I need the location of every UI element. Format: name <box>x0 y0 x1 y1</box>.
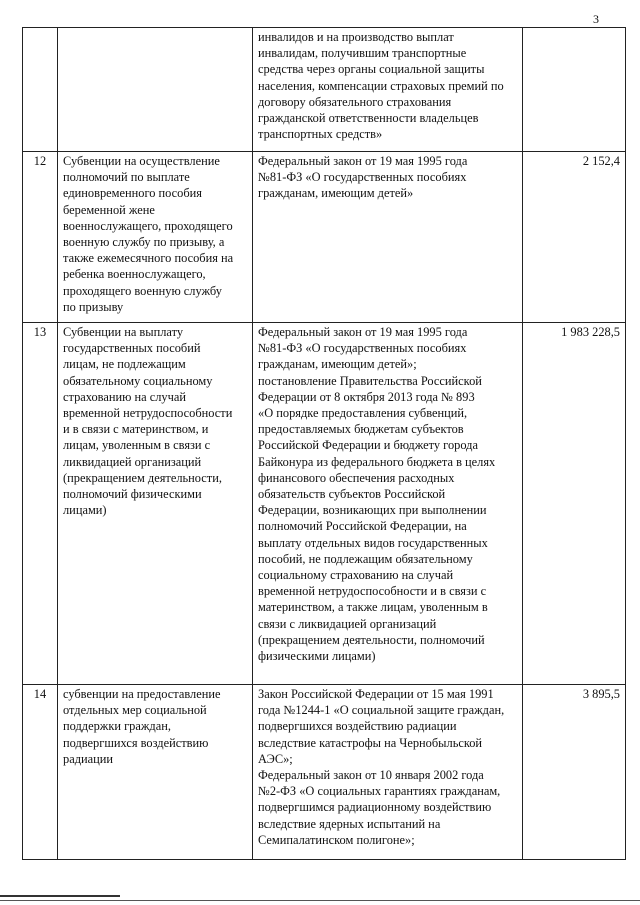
basis-line: Федеральный закон от 19 мая 1995 года <box>258 154 468 168</box>
basis-line: физическими лицами) <box>258 649 376 664</box>
basis-line: пособий, не подлежащим обязательному <box>258 551 473 566</box>
basis-line: постановление Правительства Российской <box>258 373 482 388</box>
desc-line: ребенка военнослужащего, <box>63 267 206 282</box>
table-row <box>23 685 626 860</box>
basis-line: Семипалатинском полигоне»; <box>258 832 415 847</box>
subventions-table <box>22 27 626 860</box>
row-number: 12 <box>23 152 58 323</box>
row-description <box>58 685 253 860</box>
basis-line: АЭС»; <box>258 751 293 766</box>
row-amount <box>523 28 626 152</box>
desc-line: также ежемесячного пособия на <box>63 251 234 266</box>
basis-line: предоставляемых бюджетам субъектов <box>258 422 464 437</box>
basis-line: Федерации от 8 октября 2013 года № 893 <box>258 389 475 404</box>
table-row <box>23 323 626 685</box>
desc-line: проходящего военную службу <box>63 283 222 298</box>
row-legal-basis <box>253 152 523 323</box>
basis-line: года №1244-1 «О социальной защите граждан, <box>258 703 505 718</box>
desc-line: лицам, уволенным в связи с <box>63 438 211 453</box>
basis-line: договору обязательного страхования <box>258 94 452 109</box>
basis-line: Российской Федерации и бюджету города <box>258 438 478 453</box>
row-legal-basis <box>253 28 523 152</box>
row-number: 13 <box>23 323 58 685</box>
basis-line: временной нетрудоспособности и в связи с <box>258 584 487 599</box>
basis-line: связи с ликвидацией организаций <box>258 616 437 631</box>
basis-line: вследствие ядерных испытаний на <box>258 816 441 831</box>
page-bottom-edge <box>0 900 640 901</box>
basis-line: гражданам, имеющим детей» <box>258 186 414 201</box>
basis-line: финансового обеспечения расходных <box>258 470 455 485</box>
desc-line: субвенции на предоставление <box>63 687 221 701</box>
desc-line: лицам, не подлежащим <box>63 357 186 372</box>
row-amount: 3 895,5 <box>523 685 626 860</box>
desc-line: ликвидацией организаций <box>63 454 202 469</box>
basis-line: №81-ФЗ «О государственных пособиях <box>258 170 467 185</box>
row-amount: 1 983 228,5 <box>523 323 626 685</box>
desc-line: государственных пособий <box>63 341 201 356</box>
basis-line: инвалидов и на производство выплат <box>258 30 454 44</box>
basis-line: №2-ФЗ «О социальных гарантиях гражданам, <box>258 784 501 799</box>
desc-line: радиации <box>63 751 114 766</box>
basis-line: материнством, а также лицам, уволенным в <box>258 600 488 615</box>
basis-line: выплату отдельных видов государственных <box>258 535 488 550</box>
basis-line: гражданам, имеющим детей»; <box>258 357 417 372</box>
desc-line: полномочий по выплате <box>63 170 190 185</box>
basis-line: Байконура из федерального бюджета в целях <box>258 454 496 469</box>
basis-line: полномочий Российской Федерации, на <box>258 519 467 534</box>
desc-line: военную службу по призыву, а <box>63 235 225 250</box>
row-description <box>58 28 253 152</box>
basis-line: гражданской ответственности владельцев <box>258 111 479 126</box>
basis-line: подвергшимся радиационному воздействию <box>258 800 492 815</box>
basis-line: Федерации, возникающих при выполнении <box>258 503 487 518</box>
desc-line: беременной жене <box>63 202 155 217</box>
basis-line: населения, компенсации страховых премий по <box>258 78 504 93</box>
desc-line: полномочий физическими <box>63 487 202 502</box>
row-amount: 2 152,4 <box>523 152 626 323</box>
basis-line: обязательств субъектов Российской <box>258 487 446 502</box>
desc-line: по призыву <box>63 299 124 314</box>
desc-line: (прекращением деятельности, <box>63 470 222 485</box>
row-legal-basis <box>253 685 523 860</box>
desc-line: лицами) <box>63 503 107 518</box>
basis-line: №81-ФЗ «О государственных пособиях <box>258 341 467 356</box>
basis-line: (прекращением деятельности, полномочий <box>258 632 485 647</box>
desc-line: страхованию на случай <box>63 389 186 404</box>
desc-line: Субвенции на выплату <box>63 325 184 339</box>
table-row <box>23 152 626 323</box>
basis-line: Федеральный закон от 19 мая 1995 года <box>258 325 468 339</box>
table-row <box>23 28 626 152</box>
basis-line: средства через органы социальной защиты <box>258 62 485 77</box>
row-number: 14 <box>23 685 58 860</box>
desc-line: и в связи с материнством, и <box>63 422 209 437</box>
basis-line: инвалидам, получившим транспортные <box>258 46 467 61</box>
desc-line: поддержки граждан, <box>63 719 171 734</box>
basis-line: подвергшихся воздействию радиации <box>258 719 457 734</box>
basis-line: транспортных средств» <box>258 127 383 142</box>
desc-line: военнослужащего, проходящего <box>63 218 233 233</box>
desc-line: отдельных мер социальной <box>63 703 207 718</box>
desc-line: единовременного пособия <box>63 186 202 201</box>
desc-line: обязательному социальному <box>63 373 213 388</box>
basis-line: Закон Российской Федерации от 15 мая 1991 <box>258 687 494 701</box>
desc-line: Субвенции на осуществление <box>63 154 220 168</box>
page-number: 3 <box>593 12 599 26</box>
row-legal-basis <box>253 323 523 685</box>
scan-edge-mark <box>0 895 120 897</box>
row-description <box>58 152 253 323</box>
basis-line: «О порядке предоставления субвенций, <box>258 406 468 421</box>
basis-line: Федеральный закон от 10 января 2002 года <box>258 768 484 783</box>
desc-line: временной нетрудоспособности <box>63 406 233 421</box>
row-number <box>23 28 58 152</box>
basis-line: вследствие катастрофы на Чернобыльской <box>258 735 483 750</box>
desc-line: подвергшихся воздействию <box>63 735 209 750</box>
basis-line: социальному страхованию на случай <box>258 568 454 583</box>
row-description <box>58 323 253 685</box>
